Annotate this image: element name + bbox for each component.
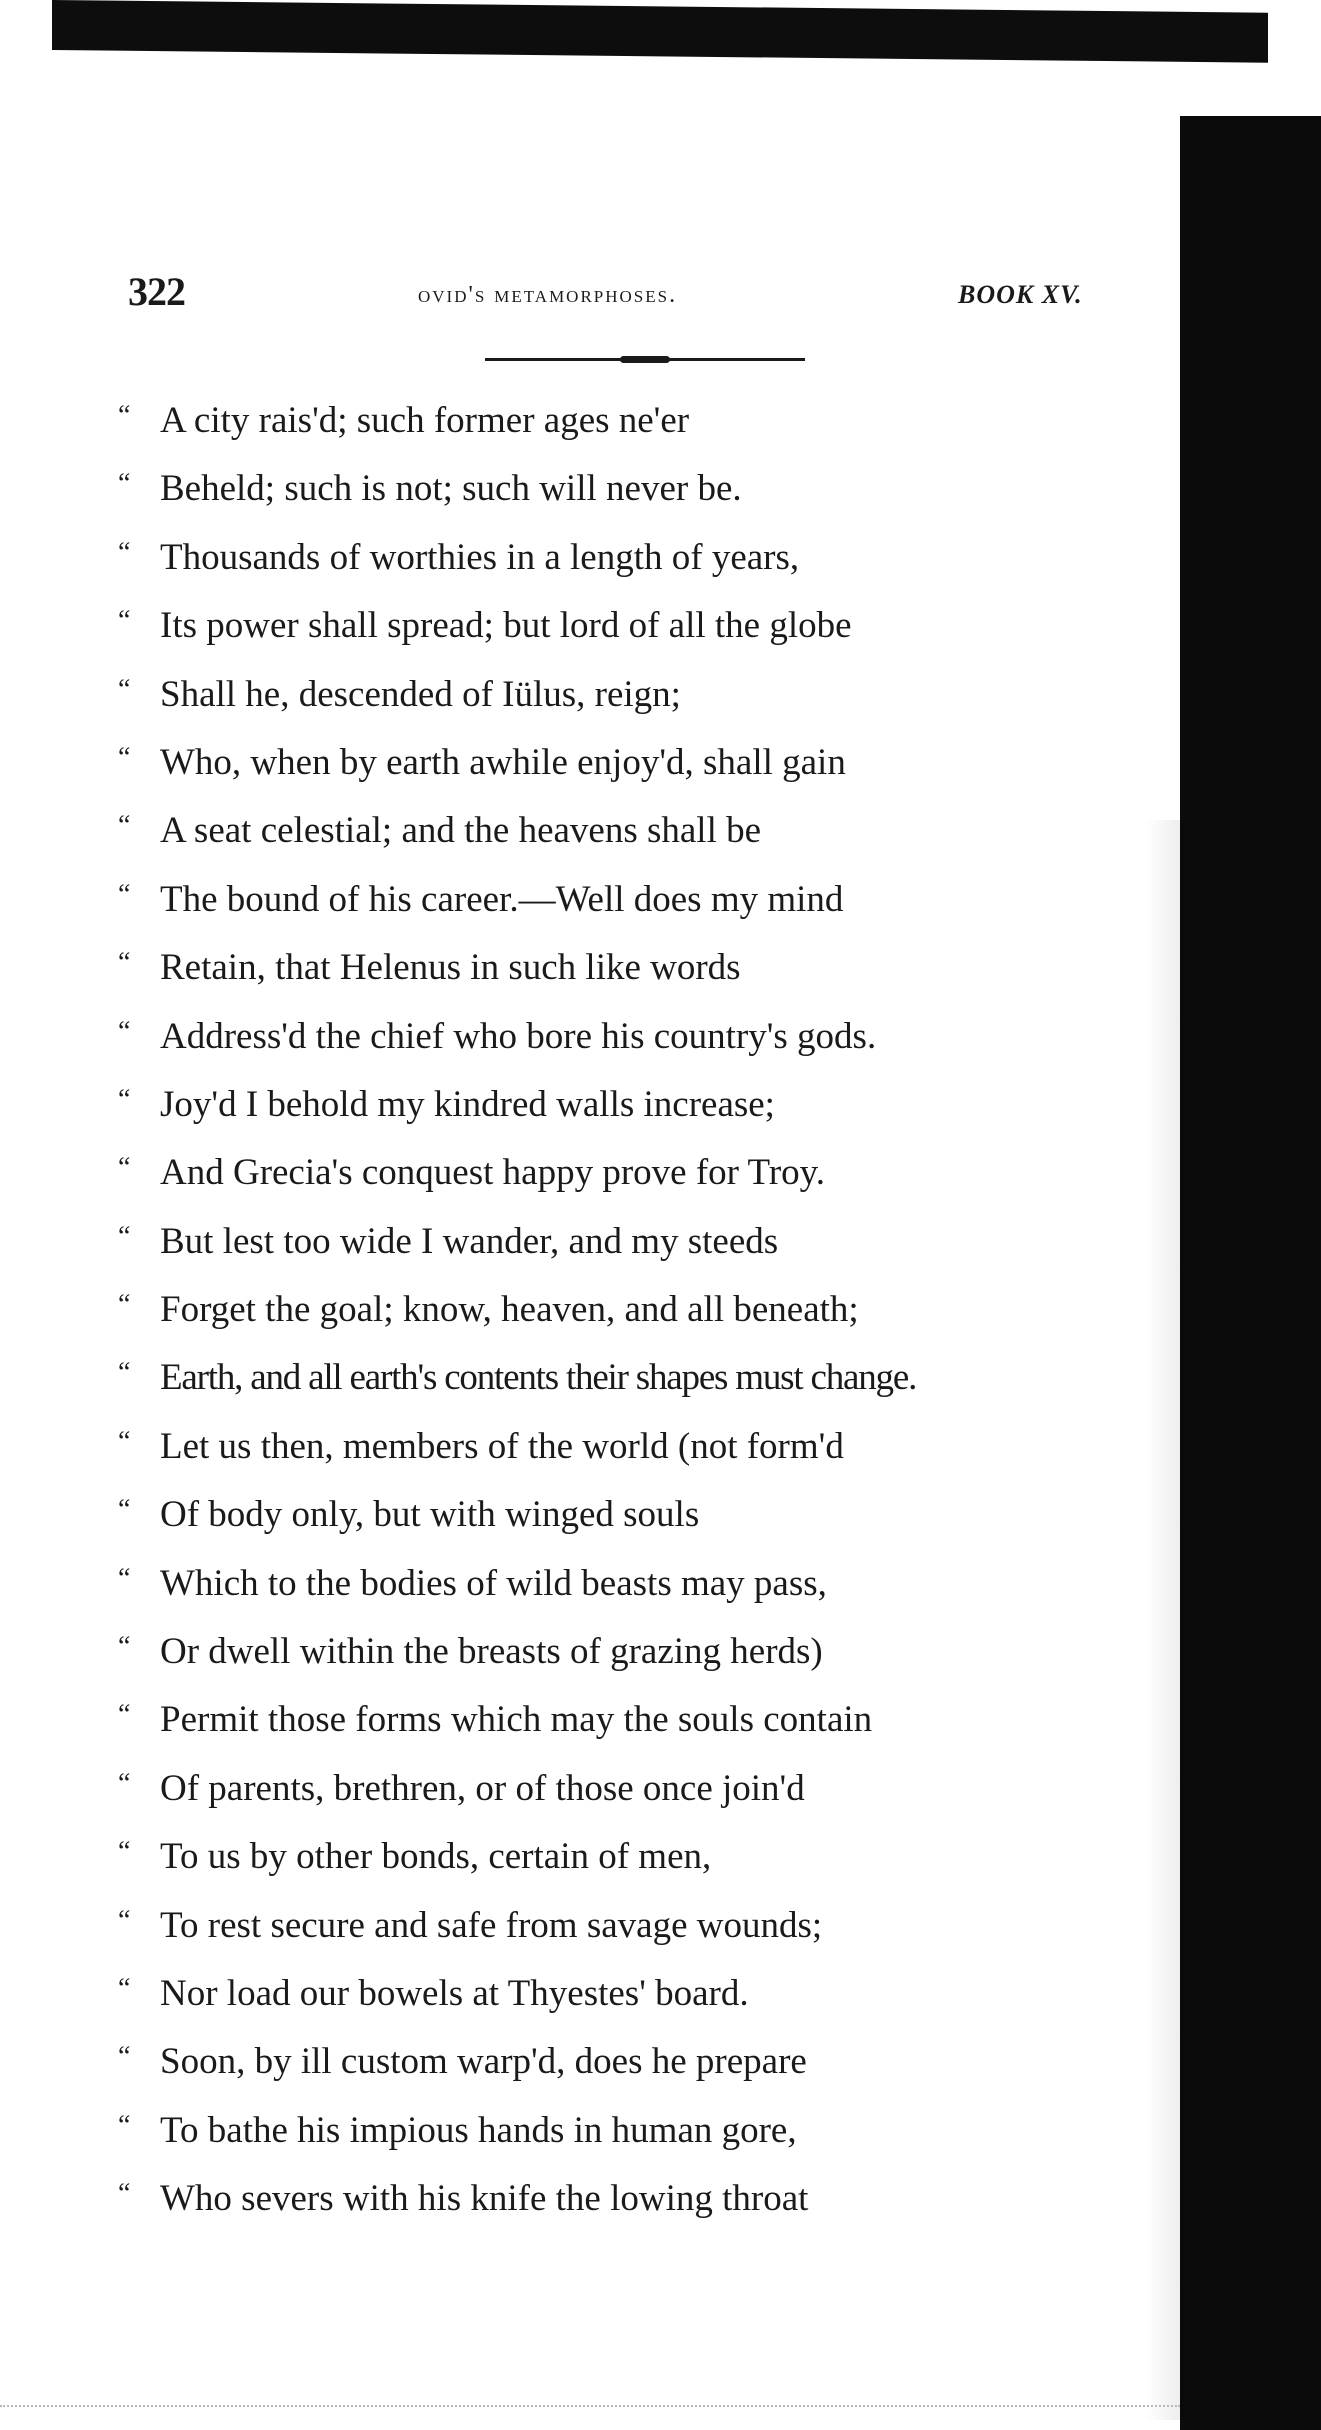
poem-line <box>118 803 1158 871</box>
poem-line-text: A city rais'd; such former ages ne'er <box>160 400 690 441</box>
opening-quote-mark: “ <box>118 605 131 637</box>
poem-line <box>118 2171 1158 2239</box>
poem-line-text: Shall he, descended of Iülus, reign; <box>160 673 681 715</box>
poem-line <box>118 1009 1158 1077</box>
poem-line <box>118 2103 1158 2171</box>
poem-line <box>118 530 1158 598</box>
opening-quote-mark: “ <box>118 2041 131 2073</box>
poem-line-text: To bathe his impious hands in human gore, <box>160 2109 797 2151</box>
poem-line <box>118 1145 1158 1213</box>
poem-line-text: Address'd the chief who bore his country's gods. <box>160 1015 877 1057</box>
poem-line <box>118 598 1158 666</box>
running-head <box>128 268 1128 318</box>
opening-quote-mark: “ <box>118 1015 131 1047</box>
opening-quote-mark: “ <box>118 2109 131 2141</box>
opening-quote-mark: “ <box>118 1425 131 1457</box>
opening-quote-mark: “ <box>118 1699 131 1731</box>
poem-line-text: Forget the goal; know, heaven, and all beneath; <box>160 1289 859 1331</box>
poem-line <box>118 393 1158 461</box>
opening-quote-mark: “ <box>118 1631 131 1663</box>
poem-line <box>118 461 1158 529</box>
poem-line-text: Thousands of worthies in a length of years, <box>160 536 800 578</box>
poem-line-text: To rest secure and safe from savage wounds; <box>160 1904 823 1946</box>
poem-line <box>118 1966 1158 2034</box>
poem-line <box>118 667 1158 735</box>
opening-quote-mark: “ <box>118 1494 131 1526</box>
poem-line-text: Its power shall spread; but lord of all the globe <box>160 605 852 647</box>
poem-line <box>118 1556 1158 1624</box>
poem-line-text: Of parents, brethren, or of those once join'd <box>160 1767 805 1809</box>
opening-quote-mark: “ <box>118 1767 131 1799</box>
opening-quote-mark: “ <box>118 878 131 910</box>
opening-quote-mark: “ <box>118 1220 131 1252</box>
book-label: BOOK XV. <box>958 280 1083 309</box>
opening-quote-mark: “ <box>118 1972 131 2004</box>
opening-quote-mark: “ <box>118 468 131 500</box>
opening-quote-mark: “ <box>118 1289 131 1321</box>
opening-quote-mark: “ <box>118 1083 131 1115</box>
poem-line-text: Let us then, members of the world (not form'd <box>160 1425 844 1467</box>
poem-line-text: To us by other bonds, certain of men, <box>160 1836 712 1878</box>
ornamental-rule <box>485 358 805 361</box>
poem-text <box>118 393 1158 2240</box>
scan-top-border <box>52 0 1268 63</box>
poem-line-text: Soon, by ill custom warp'd, does he prepare <box>160 2041 807 2083</box>
opening-quote-mark: “ <box>118 2178 131 2210</box>
running-title: ovid's metamorphoses. <box>418 282 678 308</box>
poem-line-text: Permit those forms which may the souls contain <box>160 1699 873 1741</box>
opening-quote-mark: “ <box>118 947 131 979</box>
poem-line-text: Who severs with his knife the lowing throat <box>160 2178 809 2220</box>
poem-line <box>118 1761 1158 1829</box>
poem-line-text: Of body only, but with winged souls <box>160 1494 700 1536</box>
poem-line <box>118 1350 1158 1418</box>
poem-line <box>118 1692 1158 1760</box>
poem-line <box>118 1487 1158 1555</box>
scan-right-border <box>1180 116 1321 2430</box>
poem-line <box>118 872 1158 940</box>
poem-line-text: Earth, and all earth's contents their shapes must change. <box>160 1357 917 1399</box>
poem-line-text: But lest too wide I wander, and my steeds <box>160 1220 779 1262</box>
poem-line <box>118 1898 1158 1966</box>
poem-line <box>118 2034 1158 2102</box>
poem-line-text: Nor load our bowels at Thyestes' board. <box>160 1972 749 2014</box>
poem-line <box>118 1282 1158 1350</box>
opening-quote-mark: “ <box>118 1152 131 1184</box>
opening-quote-mark: “ <box>118 1357 131 1389</box>
page-number: 322 <box>128 269 185 314</box>
poem-line-text: Which to the bodies of wild beasts may pass, <box>160 1562 827 1604</box>
poem-line-text: Beheld; such is not; such will never be. <box>160 468 742 510</box>
opening-quote-mark: “ <box>118 1904 131 1936</box>
poem-line-text: Retain, that Helenus in such like words <box>160 947 741 989</box>
poem-line <box>118 1214 1158 1282</box>
poem-line-text: The bound of his career.—Well does my mind <box>160 878 844 920</box>
opening-quote-mark: “ <box>118 536 131 568</box>
opening-quote-mark: “ <box>118 673 131 705</box>
poem-line-text: Or dwell within the breasts of grazing herds) <box>160 1631 823 1673</box>
poem-line <box>118 1829 1158 1897</box>
poem-line-text: Joy'd I behold my kindred walls increase; <box>160 1083 775 1125</box>
opening-quote-mark: “ <box>118 1836 131 1868</box>
opening-quote-mark: “ <box>118 810 131 842</box>
poem-line <box>118 1419 1158 1487</box>
opening-quote-mark: “ <box>118 400 131 431</box>
opening-quote-mark: “ <box>118 741 131 773</box>
scan-bottom-noise <box>0 2405 1180 2413</box>
opening-quote-mark: “ <box>118 1562 131 1594</box>
poem-line <box>118 735 1158 803</box>
poem-line-text: And Grecia's conquest happy prove for Troy. <box>160 1152 826 1194</box>
poem-line <box>118 1624 1158 1692</box>
poem-line <box>118 940 1158 1008</box>
poem-line-text: Who, when by earth awhile enjoy'd, shall gain <box>160 741 846 783</box>
poem-line <box>118 1077 1158 1145</box>
poem-line-text: A seat celestial; and the heavens shall be <box>160 810 762 852</box>
